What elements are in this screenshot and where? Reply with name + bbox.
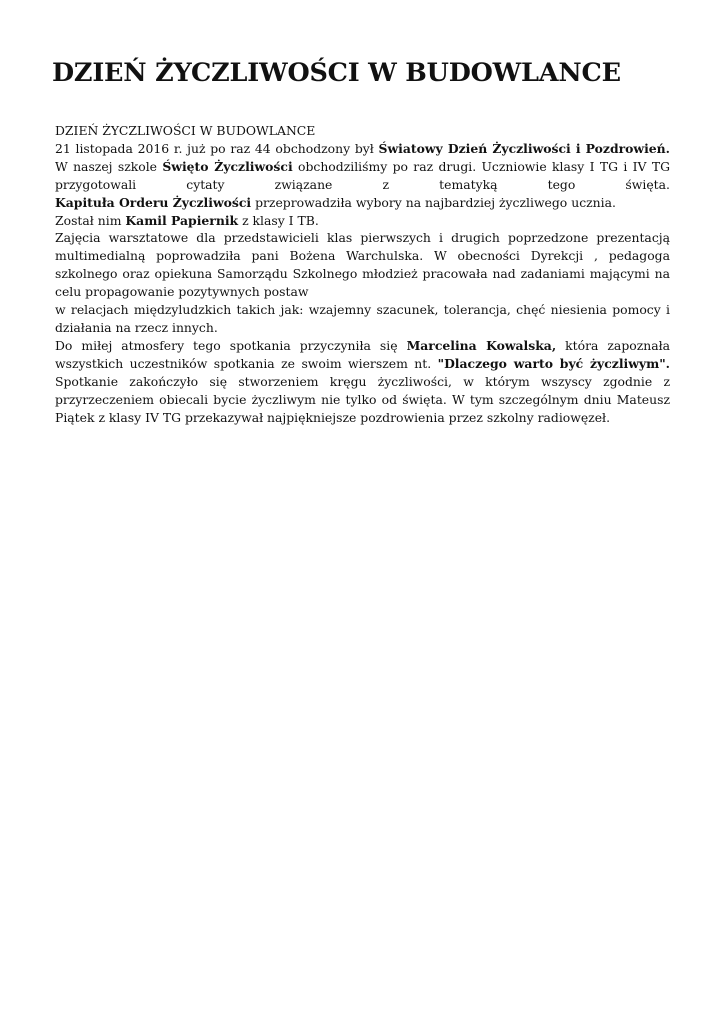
chapter-text-1: przeprowadziła wybory na najbardziej życzliwego ucznia. — [251, 194, 616, 210]
intro-text-3: obchodziliśmy po raz drugi. Uczniowie klasy I TG i IV TG przygotowali cytaty związane z tematyką tego święta. — [55, 158, 670, 192]
paragraph-winner — [55, 212, 670, 230]
article-body — [55, 122, 670, 426]
page-title: DZIEŃ ŻYCZLIWOŚCI W BUDOWLANCE — [52, 58, 621, 88]
paragraph-workshops: Zajęcia warsztatowe dla przedstawicieli klas pierwszych i drugich poprzedzone prezentacją multimedialną poprowadziła pani Bożena Warchulska. W obecności Dyrekcji , pedagoga szkolnego oraz opiekuna Samorządu Szkolnego młodzież pracowała nad zadaniami mającymi na celu propagowanie pozytywnych postaw — [55, 230, 670, 300]
winner-bold-name: Kamil Papiernik — [125, 212, 239, 228]
intro-text-1: 21 listopada 2016 r. już po raz 44 obchodzony był — [55, 140, 379, 156]
article-subtitle: DZIEŃ ŻYCZLIWOŚCI W BUDOWLANCE — [55, 123, 316, 138]
winner-text-1: z klasy I TB. — [238, 212, 319, 228]
intro-text-2: W naszej szkole — [55, 158, 163, 174]
intro-bold-world-day: Światowy Dzień Życzliwości i Pozdrowień. — [378, 140, 671, 156]
chapter-bold-name: Kapituła Orderu Życzliwości — [55, 194, 252, 210]
paragraph-intro — [55, 140, 670, 194]
atmosphere-text-2: która zapoznała wszystkich uczestników spotkania ze swoim wierszem nt. — [55, 337, 671, 371]
atmosphere-text-3: Spotkanie zakończyło się stworzeniem kręgu życzliwości, w którym wszyscy zgodnie z przyrzeczeniem obiecali bycie życzliwym nie tylko od święta. W tym szczególnym dniu Mateusz Piątek z klasy IV TG przekazywał najpiękniejsze pozdrowienia przez szkolny radiowęzeł. — [55, 373, 670, 425]
paragraph-relations: w relacjach międzyludzkich takich jak: wzajemny szacunek, tolerancja, chęć niesienia pomocy i działania na rzecz innych. — [55, 302, 670, 335]
atmosphere-bold-poem: "Dlaczego warto być życzliwym". — [437, 355, 670, 371]
winner-text-0: Został nim — [55, 212, 126, 228]
atmosphere-bold-person: Marcelina Kowalska, — [406, 337, 557, 353]
paragraph-atmosphere — [55, 337, 670, 427]
paragraph-chapter — [55, 194, 670, 212]
atmosphere-text-1: Do miłej atmosfery tego spotkania przyczyniła się — [55, 337, 407, 353]
intro-bold-holiday: Święto Życzliwości — [162, 158, 293, 174]
